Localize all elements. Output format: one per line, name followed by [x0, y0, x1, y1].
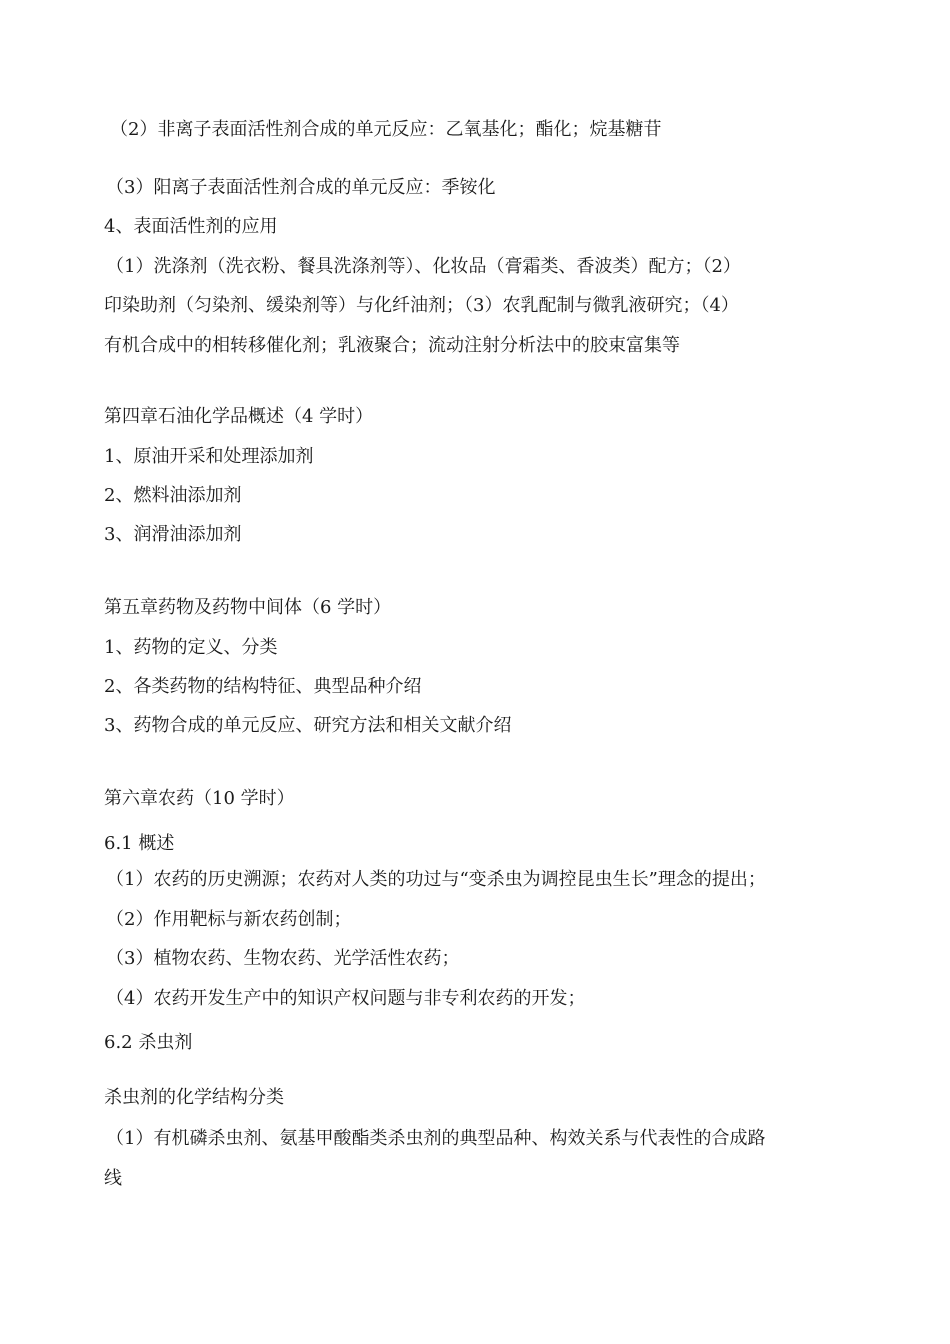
list-item: 3、润滑油添加剂 — [104, 524, 242, 545]
text-line: （1）洗涤剂（洗衣粉、餐具洗涤剂等）、化妆品（膏霜类、香波类）配方；（2） — [106, 256, 741, 277]
chapter-heading: 第六章农药（10 学时） — [104, 788, 295, 809]
list-item: 1、原油开采和处理添加剂 — [104, 446, 314, 467]
section-heading: 6.1 概述 — [104, 833, 175, 854]
list-item: （1）有机磷杀虫剂、氨基甲酸酯类杀虫剂的典型品种、构效关系与代表性的合成路 — [106, 1128, 766, 1149]
list-item: 2、各类药物的结构特征、典型品种介绍 — [104, 676, 422, 697]
text-line: 印染助剂（匀染剂、缓染剂等）与化纤油剂；（3）农乳配制与微乳液研究；（4） — [104, 295, 739, 316]
list-item: （1）农药的历史溯源；农药对人类的功过与“变杀虫为调控昆虫生长”理念的提出； — [106, 869, 766, 890]
list-item: （3）植物农药、生物农药、光学活性农药； — [106, 948, 460, 969]
list-item: 2、燃料油添加剂 — [104, 485, 242, 506]
section-heading: 4、表面活性剂的应用 — [104, 216, 278, 237]
text-line: （3）阳离子表面活性剂合成的单元反应：季铵化 — [106, 177, 496, 198]
chapter-heading: 第四章石油化学品概述（4 学时） — [104, 406, 374, 427]
list-item: 3、药物合成的单元反应、研究方法和相关文献介绍 — [104, 715, 512, 736]
list-item: （4）农药开发生产中的知识产权问题与非专利农药的开发； — [106, 988, 586, 1009]
section-heading: 6.2 杀虫剂 — [104, 1032, 193, 1053]
text-line: （2）非离子表面活性剂合成的单元反应：乙氧基化；酯化；烷基糖苷 — [110, 119, 662, 140]
subheading: 杀虫剂的化学结构分类 — [104, 1087, 284, 1108]
text-line: 线 — [104, 1168, 122, 1189]
text-line: 有机合成中的相转移催化剂；乳液聚合；流动注射分析法中的胶束富集等 — [104, 335, 680, 356]
list-item: 1、药物的定义、分类 — [104, 637, 278, 658]
chapter-heading: 第五章药物及药物中间体（6 学时） — [104, 597, 392, 618]
list-item: （2）作用靶标与新农药创制； — [106, 909, 352, 930]
